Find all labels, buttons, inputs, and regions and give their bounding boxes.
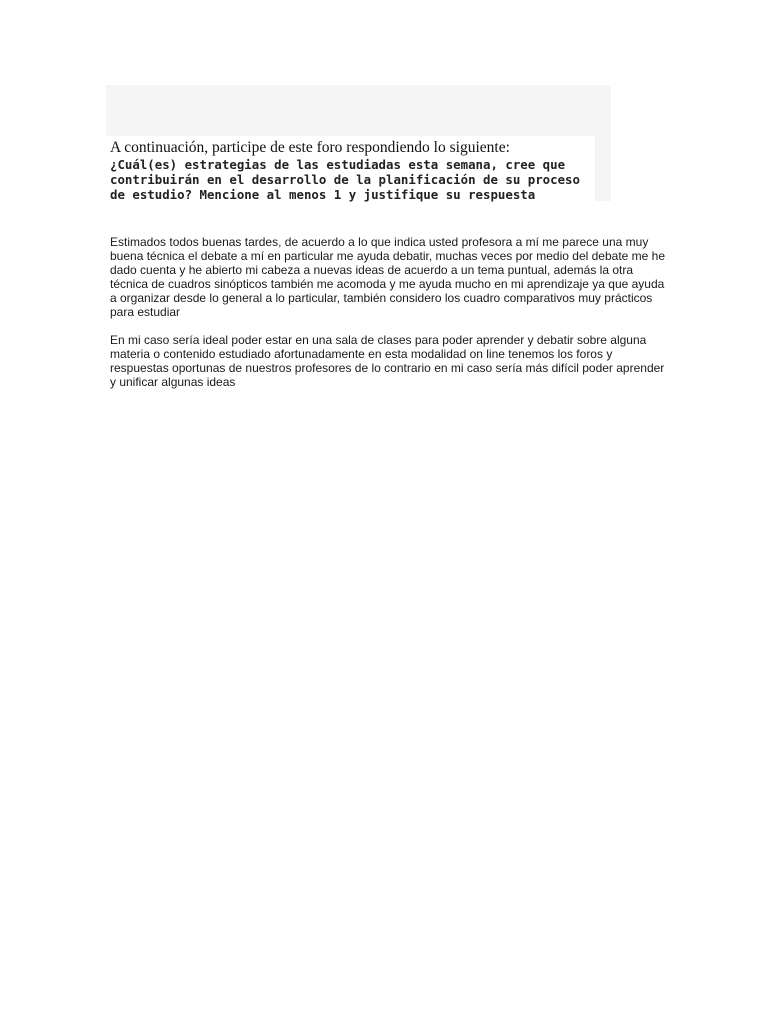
response-body xyxy=(110,235,665,403)
response-paragraph-1: Estimados todos buenas tardes, de acuerdo a lo que indica usted profesora a mí me parece una muy buena técnica el debate a mí en particular me ayuda debatir, muchas veces por medio del debate me he dado cuenta y he abierto mi cabeza a nuevas ideas de acuerdo a un tema puntual, además la otra técnica de cuadros sinópticos también me acomoda y me ayuda mucho en mi aprendizaje ya que ayuda a organizar desde lo general a lo particular, también considero los cuadro comparativos muy prácticos para estudiar xyxy=(110,235,666,319)
prompt-panel xyxy=(106,136,595,201)
forum-prompt-box xyxy=(106,85,611,201)
prompt-intro-text: A continuación, participe de este foro respondiendo lo siguiente: xyxy=(110,139,510,156)
prompt-question-text: ¿Cuál(es) estrategias de las estudiadas esta semana, cree que contribuirán en el desarrollo de la planificación de su proceso de estudio? Mencione al menos 1 y justifique su respuesta xyxy=(110,157,580,202)
response-paragraph-2: En mi caso sería ideal poder estar en una sala de clases para poder aprender y debatir sobre alguna materia o contenido estudiado afortunadamente en esta modalidad on line tenemos los foros y respuestas oportunas de nuestros profesores de lo contrario en mi caso sería más difícil poder aprender y unificar algunas ideas xyxy=(110,333,665,389)
